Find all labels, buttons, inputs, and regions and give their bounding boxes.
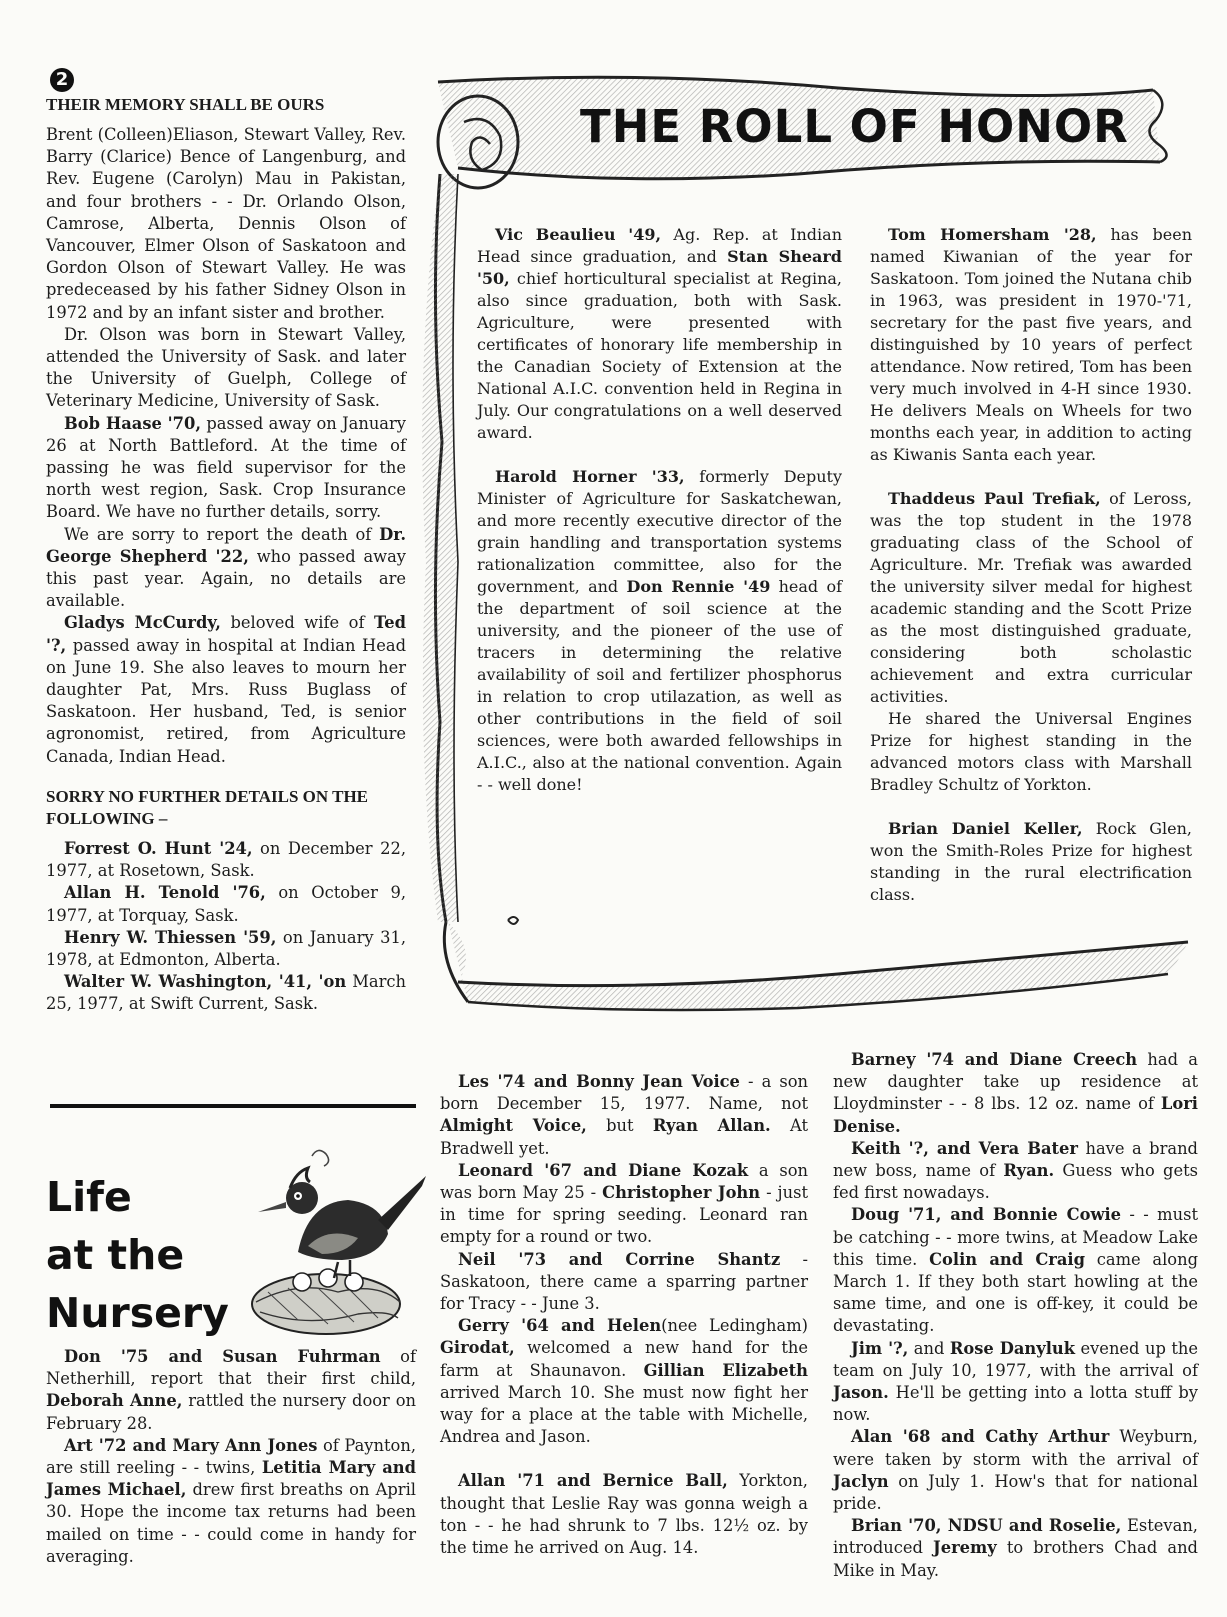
bold-name-run: Alan '68 and Cathy Arthur xyxy=(851,1427,1110,1447)
article-paragraph xyxy=(440,1249,808,1316)
bold-name-run: Ted '?, xyxy=(46,613,406,655)
article-paragraph xyxy=(833,1204,1198,1337)
memorial-paragraphs xyxy=(46,124,406,768)
article-paragraph xyxy=(477,466,842,796)
text-run: Yorkton, thought that Leslie Ray was gonna weigh a ton - - he had shrunk to 7 lbs. 12½ oz. by the time he arrived on Aug. 14. xyxy=(440,1471,808,1558)
sorry-paragraphs xyxy=(46,838,406,1016)
bold-name-run: Neil '73 and Corrine Shantz xyxy=(458,1249,781,1269)
article-paragraph xyxy=(440,1160,808,1249)
bold-name-run: Don '75 and Susan Fuhrman xyxy=(64,1347,381,1366)
bold-name-run: Barney '74 and Diane Creech xyxy=(851,1050,1138,1069)
article-paragraph xyxy=(440,1071,808,1160)
text-run: of Leross, was the top student in the 1978 graduating class of the School of Agriculture. Mr. Trefiak was awarded the university silver medal for highest academic standing and the Scott Prize as the most distinguished graduate, considering both scholastic achievement and extra curricular activities. xyxy=(870,489,1192,706)
bold-name-run: Letitia Mary and James Michael, xyxy=(46,1458,416,1500)
nursery-left-column xyxy=(46,1346,416,1568)
text-run: on January 31, 1978, at Edmonton, Alberta. xyxy=(46,927,406,969)
article-paragraph xyxy=(833,1426,1198,1515)
bold-name-run: Rose Danyluk xyxy=(949,1338,1075,1358)
text-run: Estevan, introduced xyxy=(833,1516,1198,1558)
text-run: Rock Glen, won the Smith-Roles Prize for highest standing in the rural electrification class. xyxy=(870,819,1192,904)
article-paragraph xyxy=(440,1315,808,1448)
text-run: on December 22, 1977, at Rosetown, Sask. xyxy=(46,838,406,881)
article-paragraph xyxy=(870,818,1192,906)
text-run: - Saskatoon, there came a sparring partner for Tracy - - June 3. xyxy=(440,1249,808,1314)
text-run: At Bradwell yet. xyxy=(440,1116,808,1158)
text-run: on July 1. How's that for national pride. xyxy=(833,1471,1198,1514)
paragraph-spacer xyxy=(440,1448,808,1470)
text-run: has been named Kiwanian of the year for Saskatoon. Tom joined the Nutana chib in 1963, was president in 1970-'71, secretary for the past five years, and distinguished by 10 years of perfect attendance. Now retired, Tom has been very much involved in 4-H since 1930. He delivers Meals on Wheels for two months each year, in addition to acting as Kiwanis Santa each year. xyxy=(870,225,1192,464)
text-run: welcomed a new hand for the farm at Shaunavon. xyxy=(440,1338,808,1380)
nursery-middle-column xyxy=(440,1071,808,1559)
text-run: a son was born May 25 - xyxy=(440,1160,808,1203)
bold-name-run: Allan H. Tenold '76, xyxy=(64,883,266,903)
article-paragraph xyxy=(870,488,1192,708)
article-paragraph xyxy=(46,971,406,1015)
bold-name-run: Doug '71, and Bonnie Cowie xyxy=(851,1205,1122,1225)
text-run: He'll be getting into a lotta stuff by now. xyxy=(833,1383,1198,1425)
bold-name-run: Harold Horner '33, xyxy=(495,467,685,486)
section-divider xyxy=(50,1104,416,1108)
nursery-title-line: at the xyxy=(46,1231,185,1279)
bold-name-run: Christopher John xyxy=(602,1183,761,1203)
memorial-column xyxy=(46,94,406,1016)
article-paragraph xyxy=(870,708,1192,796)
text-run: to brothers Chad and Mike in May. xyxy=(833,1538,1198,1580)
text-run: on October 9, 1977, at Torquay, Sask. xyxy=(46,883,406,925)
text-run: Weyburn, were taken by storm with the arrival of xyxy=(833,1427,1198,1469)
article-paragraph xyxy=(46,524,406,613)
bird-nest-illustration xyxy=(238,1142,428,1342)
memorial-heading: THEIR MEMORY SHALL BE OURS xyxy=(46,95,325,114)
bold-name-run: Girodat, xyxy=(440,1338,515,1358)
article-paragraph xyxy=(46,927,406,971)
text-run: - a son born December 15, 1977. Name, not xyxy=(440,1072,808,1114)
text-run: beloved wife of xyxy=(220,613,374,633)
bold-name-run: Dr. George Shepherd '22, xyxy=(46,524,406,566)
article-paragraph xyxy=(46,838,406,882)
paragraph-spacer xyxy=(870,466,1192,488)
roll-of-honor-right-column xyxy=(870,224,1192,906)
bold-name-run: Ryan Allan. xyxy=(652,1116,771,1136)
text-run: formerly Deputy Minister of Agriculture for Saskatchewan, and more recently executive director of the grain handling and transportation systems rationalization committee, also for the government, and xyxy=(477,467,842,596)
bold-name-run: Bob Haase '70, xyxy=(64,413,201,433)
text-run: passed away on January 26 at North Battleford. At the time of passing he was field supervisor for the north west region, Sask. Crop Insurance Board. We have no further details, sorry. xyxy=(46,413,406,522)
nursery-title xyxy=(46,1168,229,1342)
article-paragraph xyxy=(46,882,406,926)
bold-name-run: Henry W. Thiessen '59, xyxy=(64,927,277,947)
bold-name-run: Walter W. Washington, '41, 'on xyxy=(64,972,347,992)
nursery-title-line: Life xyxy=(46,1173,132,1221)
bold-name-run: Forrest O. Hunt '24, xyxy=(64,838,253,858)
text-run: passed away in hospital at Indian Head on June 19. She also leaves to mourn her daughter Pat, Mrs. Russ Buglass of Saskatoon. Her husband, Ted, is senior agronomist, retired, from Agriculture Canada, Indian Head. xyxy=(46,635,406,766)
article-paragraph xyxy=(833,1049,1198,1138)
text-run: evened up the team on July 10, 1977, with the arrival of xyxy=(833,1338,1198,1380)
roll-of-honor-left-column xyxy=(477,224,842,796)
bold-name-run: Leonard '67 and Diane Kozak xyxy=(458,1160,749,1180)
bold-name-run: Keith '?, and Vera Bater xyxy=(851,1138,1078,1158)
article-paragraph xyxy=(833,1515,1198,1582)
text-run: of Paynton, are still reeling - - twins, xyxy=(46,1435,416,1478)
bold-name-run: Tom Homersham '28, xyxy=(888,225,1097,244)
text-run: He shared the Universal Engines Prize for highest standing in the advanced motors class with Marshall Bradley Schultz of Yorkton. xyxy=(870,709,1192,794)
bold-name-run: Les '74 and Bonny Jean Voice xyxy=(458,1072,740,1091)
bold-name-run: Jaclyn xyxy=(833,1471,889,1491)
roll-of-honor-title: THE ROLL OF HONOR xyxy=(580,100,1129,153)
article-paragraph xyxy=(46,1346,416,1435)
text-run: had a new daughter take up residence at Lloydminster - - 8 lbs. 12 oz. name of xyxy=(833,1050,1198,1114)
bold-name-run: Colin and Craig xyxy=(929,1249,1085,1269)
page-number: 2 xyxy=(50,68,74,92)
text-run: Dr. Olson was born in Stewart Valley, attended the University of Sask. and later the University of Guelph, College of Veterinary Medicine, University of Sask. xyxy=(46,324,406,411)
nursery-title-line: Nursery xyxy=(46,1289,229,1337)
article-paragraph xyxy=(440,1470,808,1559)
article-paragraph xyxy=(870,224,1192,466)
text-run: rattled the nursery door on February 28. xyxy=(46,1391,416,1433)
text-run: March 25, 1977, at Swift Current, Sask. xyxy=(46,972,406,1014)
bold-name-run: Deborah Anne, xyxy=(46,1391,183,1411)
text-run: drew first breaths on April 30. Hope the income tax returns had been mailed on time - - could come in handy for averaging. xyxy=(46,1480,416,1566)
bold-name-run: Almight Voice, xyxy=(440,1116,587,1136)
text-run: have a brand new boss, name of xyxy=(833,1138,1198,1181)
text-run: and xyxy=(908,1338,950,1358)
text-run: Brent (Colleen)Eliason, Stewart Valley, Rev. Barry (Clarice) Bence of Langenburg, and Rev. Eugene (Carolyn) Mau in Pakistan, and four brothers - - Dr. Orlando Olson, Camrose, Alberta, Dennis Olson of Vancouver, Elmer Olson of Saskatoon and Gordon Olson of Stewart Valley. He was predeceased by his father Sidney Olson in 1972 and by an infant sister and brother. xyxy=(46,125,406,322)
bold-name-run: Gladys McCurdy, xyxy=(64,613,221,633)
bold-name-run: Stan Sheard '50, xyxy=(477,247,842,288)
sorry-heading: SORRY NO FURTHER DETAILS ON THE FOLLOWING – xyxy=(46,786,369,828)
text-run: came along March 1. If they both start howling at the same time, and one is off-key, it could be devastating. xyxy=(833,1249,1198,1336)
nursery-right-column xyxy=(833,1049,1198,1582)
article-paragraph xyxy=(833,1338,1198,1427)
text-run: (nee Ledingham) xyxy=(661,1316,808,1336)
article-paragraph xyxy=(46,612,406,767)
text-run: - just in time for spring seeding. Leonard ran empty for a round or two. xyxy=(440,1183,808,1247)
article-paragraph xyxy=(46,324,406,413)
bold-name-run: Vic Beaulieu '49, xyxy=(495,225,662,244)
bold-name-run: Jeremy xyxy=(933,1538,997,1558)
bold-name-run: Lori Denise. xyxy=(833,1094,1198,1136)
article-paragraph xyxy=(477,224,842,444)
paragraph-spacer xyxy=(870,796,1192,818)
bold-name-run: Jason. xyxy=(833,1383,889,1403)
bold-name-run: Gerry '64 and Helen xyxy=(458,1316,662,1336)
bold-name-run: Art '72 and Mary Ann Jones xyxy=(64,1435,318,1455)
text-run: Ag. Rep. at Indian Head since graduation, and xyxy=(477,225,842,266)
article-paragraph xyxy=(46,1435,416,1568)
text-run: - - must be catching - - more twins, at Meadow Lake this time. xyxy=(833,1205,1198,1269)
text-run: chief horticultural specialist at Regina, also since graduation, both with Sask. Agriculture, were presented with certificates of honorary life membership in the Canadian Society of Extension at the National A.I.C. convention held in Regina in July. Our congratulations on a well deserved award. xyxy=(477,269,842,442)
paragraph-spacer xyxy=(477,444,842,466)
text-run: Guess who gets fed first nowadays. xyxy=(833,1161,1198,1203)
bold-name-run: Thaddeus Paul Trefiak, xyxy=(888,489,1101,508)
text-run: arrived March 10. She must now fight her way for a place at the table with Michelle, Andrea and Jason. xyxy=(440,1382,808,1447)
text-run: of Netherhill, report that their first child, xyxy=(46,1347,416,1389)
article-paragraph xyxy=(46,124,406,324)
bold-name-run: Ryan. xyxy=(1003,1161,1055,1181)
bold-name-run: Brian '70, NDSU and Roselie, xyxy=(851,1516,1122,1536)
bold-name-run: Don Rennie '49 xyxy=(626,577,771,596)
article-paragraph xyxy=(46,413,406,524)
article-paragraph xyxy=(833,1138,1198,1205)
text-run: We are sorry to report the death of xyxy=(64,524,380,544)
text-run: but xyxy=(586,1116,653,1136)
text-run: head of the department of soil science at the university, and the pioneer of the use of tracers in determining the relative availability of soil and fertilizer phosphorus in relation to crop utilazation, as well as other contributions in the field of soil sciences, were both awarded fellowships in A.I.C., also at the national convention. Again - - well done! xyxy=(477,577,842,794)
bold-name-run: Jim '?, xyxy=(851,1338,909,1358)
bold-name-run: Gillian Elizabeth xyxy=(643,1360,809,1380)
bold-name-run: Allan '71 and Bernice Ball, xyxy=(458,1471,728,1491)
text-run: who passed away this past year. Again, no details are available. xyxy=(46,546,406,611)
bold-name-run: Brian Daniel Keller, xyxy=(888,819,1083,838)
